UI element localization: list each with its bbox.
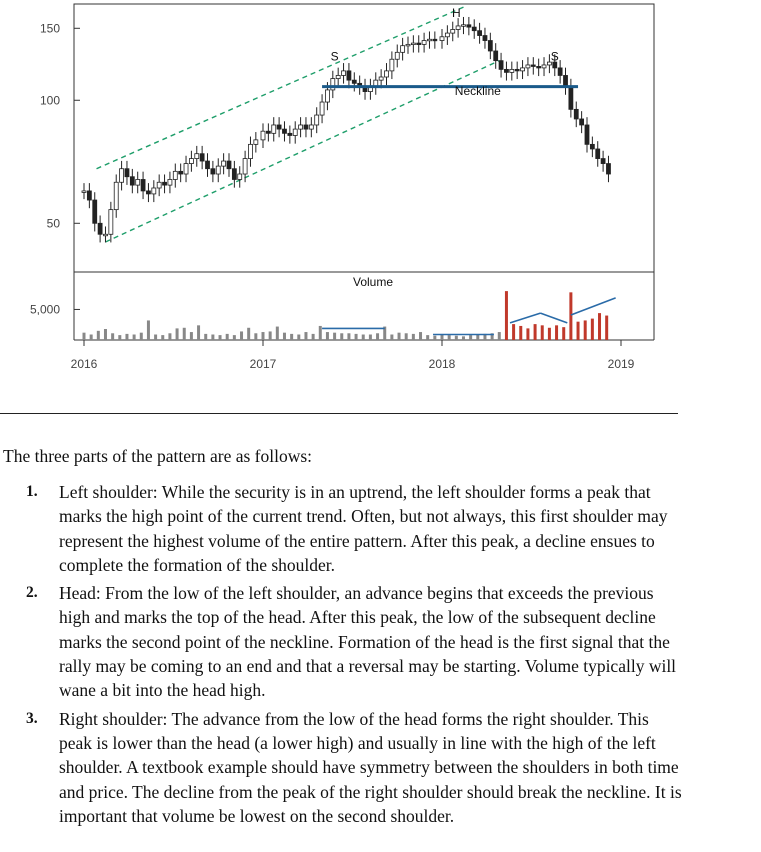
volume-bar <box>240 331 243 340</box>
candle-body <box>585 125 589 144</box>
candle-body <box>427 39 431 41</box>
pattern-point-2 <box>26 581 686 702</box>
x-tick-label: 2018 <box>428 357 456 371</box>
candle-body <box>309 125 313 129</box>
volume-bar <box>283 333 286 340</box>
candle-body <box>445 33 449 37</box>
candle-body <box>574 109 578 119</box>
volume-bar <box>340 333 343 340</box>
point-text: Head: From the low of the left shoulder, an advance begins that exceeds the previous high and marks the top of the head. After this peak, the low of the subsequent decline marks the second point of the neckline. Formation of the head is the first signal that the rally may be coming to an end and that a reversal may be starting. Volume typically will wane a bit into the head high. <box>59 583 677 701</box>
volume-bar <box>548 328 551 340</box>
volume-bar <box>97 331 100 340</box>
intro-text: The three parts of the pattern are as follows: <box>3 446 313 466</box>
volume-bar <box>247 328 250 340</box>
point-text: Right shoulder: The advance from the low of the head forms the right shoulder. This peak is lower than the head (a lower high) and usually in line with the high of the left shoulder. A textbook example should have symmetry between the shoulders in both time and price. The decline from the peak of the right shoulder should break the neckline. It is important that volume be lowest on the second shoulder. <box>59 708 682 826</box>
volume-bar <box>254 333 257 340</box>
volume-bar <box>498 332 501 340</box>
volume-bar <box>233 335 236 340</box>
candle-body <box>98 223 102 234</box>
volume-trend-line <box>510 313 540 323</box>
volume-bar <box>505 291 508 340</box>
candle-body <box>451 29 455 33</box>
price-tick-label: 150 <box>39 21 60 36</box>
candle-body <box>243 159 247 174</box>
candle-body <box>510 69 514 72</box>
candle-body <box>601 159 605 164</box>
candle-body <box>173 171 177 179</box>
candle-body <box>238 174 242 179</box>
candle-body <box>488 41 492 51</box>
head-and-shoulders-chart <box>0 0 761 410</box>
volume-bar <box>577 322 580 340</box>
volume-bar <box>605 316 608 340</box>
volume-bar <box>269 331 272 340</box>
volume-bar <box>390 335 393 341</box>
candle-body <box>390 59 394 71</box>
candle-body <box>315 115 319 125</box>
volume-bar <box>555 325 558 340</box>
volume-bar <box>168 333 171 340</box>
candle-body <box>261 131 265 140</box>
candle-body <box>125 169 129 177</box>
candle-body <box>461 25 465 27</box>
pattern-point-1 <box>26 480 686 577</box>
volume-bar <box>584 320 587 340</box>
candle-body <box>467 25 471 27</box>
volume-bar <box>376 333 379 340</box>
volume-bar <box>297 335 300 341</box>
volume-bar <box>591 319 594 340</box>
candle-body <box>320 102 324 115</box>
volume-bar <box>369 335 372 341</box>
candle-body <box>282 129 286 133</box>
candle-body <box>211 169 215 174</box>
candle-body <box>189 159 193 164</box>
candle-body <box>456 26 460 30</box>
x-axis <box>71 340 635 371</box>
candle-body <box>564 75 568 86</box>
volume-bar <box>598 313 601 340</box>
volume-axis <box>30 302 80 316</box>
candle-body <box>558 68 562 76</box>
volume-bar <box>512 324 515 340</box>
volume-bar <box>355 334 358 340</box>
candle-body <box>379 77 383 80</box>
volume-bar <box>526 328 529 340</box>
candle-body <box>254 140 258 144</box>
candle-body <box>401 46 405 53</box>
volume-bar <box>319 326 322 340</box>
volume-trend-line <box>571 298 616 315</box>
volume-bar <box>226 334 229 340</box>
volume-bar <box>541 325 544 340</box>
volume-bar <box>312 334 315 340</box>
volume-bar <box>133 335 136 341</box>
point-number: 1. <box>26 483 38 500</box>
candle-body <box>590 144 594 149</box>
candle-body <box>606 164 610 174</box>
candle-body <box>569 87 573 110</box>
candle-body <box>526 65 530 68</box>
candle-body <box>417 43 421 45</box>
candle-body <box>499 61 503 70</box>
candle-body <box>347 71 351 80</box>
volume-bar <box>104 329 107 340</box>
candle-body <box>406 44 410 46</box>
candle-body <box>179 171 183 174</box>
volume-bar <box>176 328 179 340</box>
volume-bar <box>290 334 293 340</box>
volume-bar <box>154 335 157 341</box>
candle-body <box>93 200 97 223</box>
volume-trend-line <box>540 313 567 323</box>
volume-bar <box>190 332 193 340</box>
volume-bar <box>455 336 458 340</box>
volume-bar <box>448 335 451 340</box>
candle-body <box>272 125 276 133</box>
candle-body <box>157 182 161 188</box>
volume-bar <box>262 332 265 340</box>
candle-body <box>433 39 437 41</box>
candle-body <box>422 41 426 45</box>
shoulder-label: S <box>330 49 339 64</box>
shoulder-label: S <box>550 49 559 64</box>
candle-body <box>504 69 508 72</box>
volume-bar <box>140 333 143 340</box>
candle-body <box>82 191 86 193</box>
candle-body <box>336 75 340 78</box>
volume-bar <box>197 325 200 340</box>
volume-bar <box>304 332 307 340</box>
volume-bar <box>90 335 93 341</box>
candle-body <box>168 179 172 185</box>
candle-body <box>130 177 134 185</box>
candle-body <box>325 90 329 102</box>
price-tick-label: 50 <box>46 216 60 231</box>
volume-bar <box>469 335 472 340</box>
candle-body <box>596 149 600 159</box>
candle-body <box>440 37 444 41</box>
candle-body <box>515 69 519 71</box>
candle-body <box>103 234 107 236</box>
candle-body <box>200 154 204 161</box>
candle-body <box>146 191 150 194</box>
price-candles <box>82 17 610 242</box>
volume-bar <box>219 335 222 340</box>
candle-body <box>232 169 236 180</box>
trend-channel <box>97 7 500 242</box>
x-tick-label: 2017 <box>249 357 277 371</box>
candle-body <box>331 79 335 90</box>
volume-bar <box>111 333 114 340</box>
candle-body <box>195 154 199 159</box>
volume-bar <box>562 327 565 340</box>
volume-bar <box>476 335 479 341</box>
volume-bar <box>276 327 279 340</box>
volume-bar <box>161 335 164 340</box>
volume-bar <box>83 333 86 340</box>
volume-bar <box>118 335 121 340</box>
candle-body <box>227 161 231 169</box>
candle-body <box>385 71 389 77</box>
volume-label: Volume <box>352 275 394 289</box>
candle-body <box>109 210 113 235</box>
candle-body <box>352 80 356 83</box>
volume-bar <box>519 326 522 340</box>
candle-body <box>136 179 140 185</box>
volume-bar <box>412 334 415 340</box>
volume-bar <box>204 334 207 340</box>
volume-bar <box>405 333 408 340</box>
candle-body <box>288 133 292 135</box>
volume-bar <box>426 335 429 340</box>
volume-bar <box>211 335 214 341</box>
point-number: 3. <box>26 709 38 727</box>
candle-body <box>580 119 584 125</box>
candle-body <box>266 131 270 133</box>
price-panel-frame <box>74 4 654 272</box>
candle-body <box>222 161 226 166</box>
candle-body <box>184 164 188 174</box>
point-number: 2. <box>26 584 38 602</box>
candle-body <box>478 31 482 36</box>
candle-body <box>472 27 476 31</box>
candle-body <box>342 71 346 76</box>
volume-bar <box>569 292 572 340</box>
candle-body <box>299 125 303 129</box>
x-tick-label: 2016 <box>70 357 98 371</box>
pattern-point-3 <box>26 707 686 828</box>
candle-body <box>206 161 210 169</box>
volume-tick-label: 5,000 <box>29 302 60 317</box>
candle-body <box>483 36 487 41</box>
neckline-label: Neckline <box>454 84 501 99</box>
volume-bars <box>83 291 609 340</box>
candle-body <box>395 52 399 59</box>
candle-body <box>248 144 252 158</box>
candle-body <box>152 188 156 194</box>
price-tick-label: 100 <box>39 93 60 108</box>
volume-bar <box>347 333 350 340</box>
candle-body <box>521 68 525 71</box>
candle-body <box>277 125 281 129</box>
volume-bar <box>462 336 465 340</box>
volume-bar <box>419 332 422 340</box>
volume-bar <box>326 332 329 340</box>
candle-body <box>494 51 498 61</box>
x-tick-label: 2019 <box>607 357 635 371</box>
candle-body <box>120 169 124 183</box>
head-label: H <box>451 5 461 20</box>
point-text: Left shoulder: While the security is in an uptrend, the left shoulder forms a peak that marks the high point of the current trend. Often, but not always, this first shoulder may represent the highest volume of the entire pattern. After this peak, a decline ensues to complete the formation of the shoulder. <box>59 482 668 575</box>
volume-bar <box>333 333 336 340</box>
volume-bar <box>147 320 150 340</box>
volume-bar <box>441 335 444 341</box>
candle-body <box>304 125 308 129</box>
candle-body <box>531 65 535 67</box>
candle-body <box>542 65 546 68</box>
volume-bar <box>183 328 186 340</box>
volume-bar <box>433 336 436 340</box>
volume-bar <box>534 324 537 340</box>
candle-body <box>216 166 220 174</box>
volume-bar <box>362 335 365 341</box>
candle-body <box>87 191 91 200</box>
candle-body <box>141 179 145 190</box>
candle-body <box>114 182 118 209</box>
candle-body <box>163 182 167 185</box>
candle-body <box>293 129 297 135</box>
candle-body <box>411 43 415 45</box>
volume-bar <box>125 334 128 340</box>
section-divider <box>0 413 678 414</box>
candle-body <box>537 66 541 68</box>
volume-bar <box>398 333 401 340</box>
